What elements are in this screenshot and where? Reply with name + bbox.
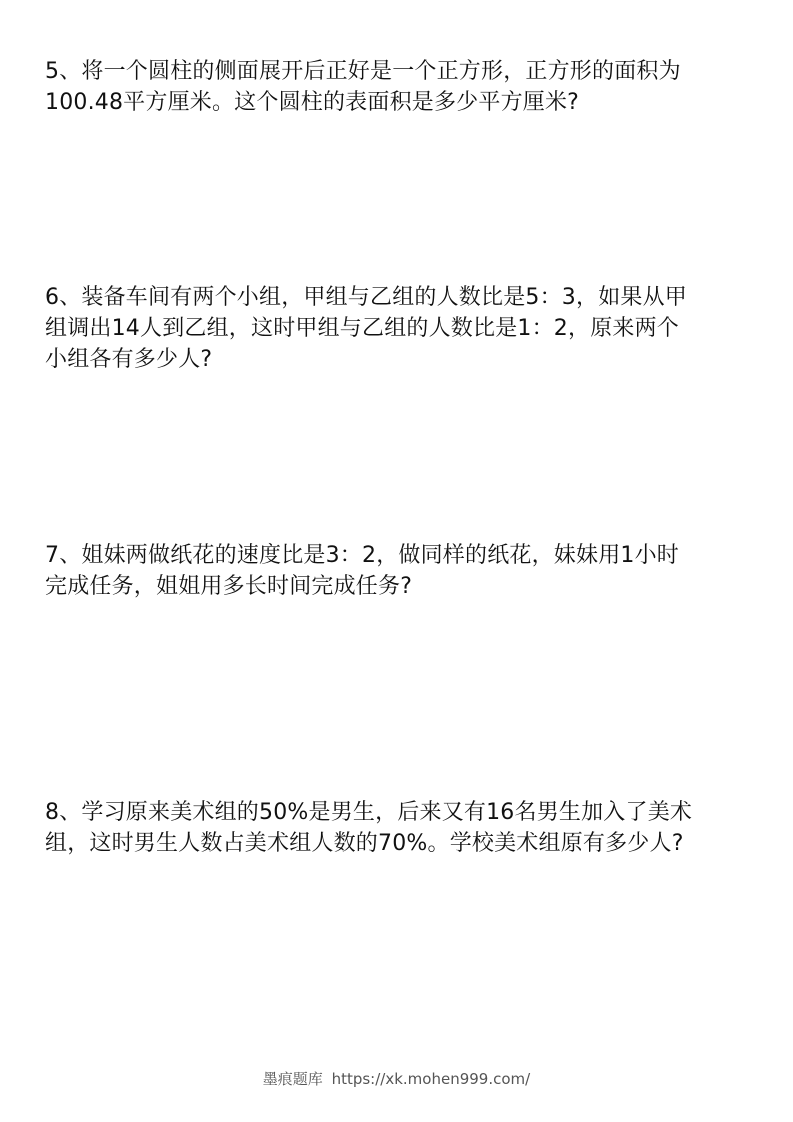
- problem-7-line-2: 完成任务，姐姐用多长时间完成任务?: [45, 574, 413, 599]
- footer-site-name: 墨痕题库: [262, 1070, 323, 1088]
- problem-7: [45, 540, 745, 602]
- problem-6-line-3: 小组各有多少人?: [45, 347, 213, 372]
- problem-6-line-1: 6、装备车间有两个小组，甲组与乙组的人数比是5：3，如果从甲: [45, 285, 687, 310]
- problem-5-line-1: 5、将一个圆柱的侧面展开后正好是一个正方形，正方形的面积为: [45, 59, 681, 84]
- problem-8-line-1: 8、学习原来美术组的50%是男生，后来又有16名男生加入了美术: [45, 800, 693, 825]
- footer-url-link[interactable]: https://xk.mohen999.com/: [331, 1070, 531, 1088]
- problem-5-line-2: 100.48平方厘米。这个圆柱的表面积是多少平方厘米?: [45, 90, 580, 115]
- problem-5: [45, 56, 745, 118]
- problem-6: [45, 282, 745, 375]
- problem-8-line-2: 组，这时男生人数占美术组人数的70%。学校美术组原有多少人?: [45, 831, 684, 856]
- problem-7-line-1: 7、姐妹两做纸花的速度比是3：2，做同样的纸花，妹妹用1小时: [45, 543, 679, 568]
- problem-6-line-2: 组调出14人到乙组，这时甲组与乙组的人数比是1：2，原来两个: [45, 316, 679, 341]
- problem-8: [45, 797, 745, 859]
- page-footer: [0, 1068, 793, 1089]
